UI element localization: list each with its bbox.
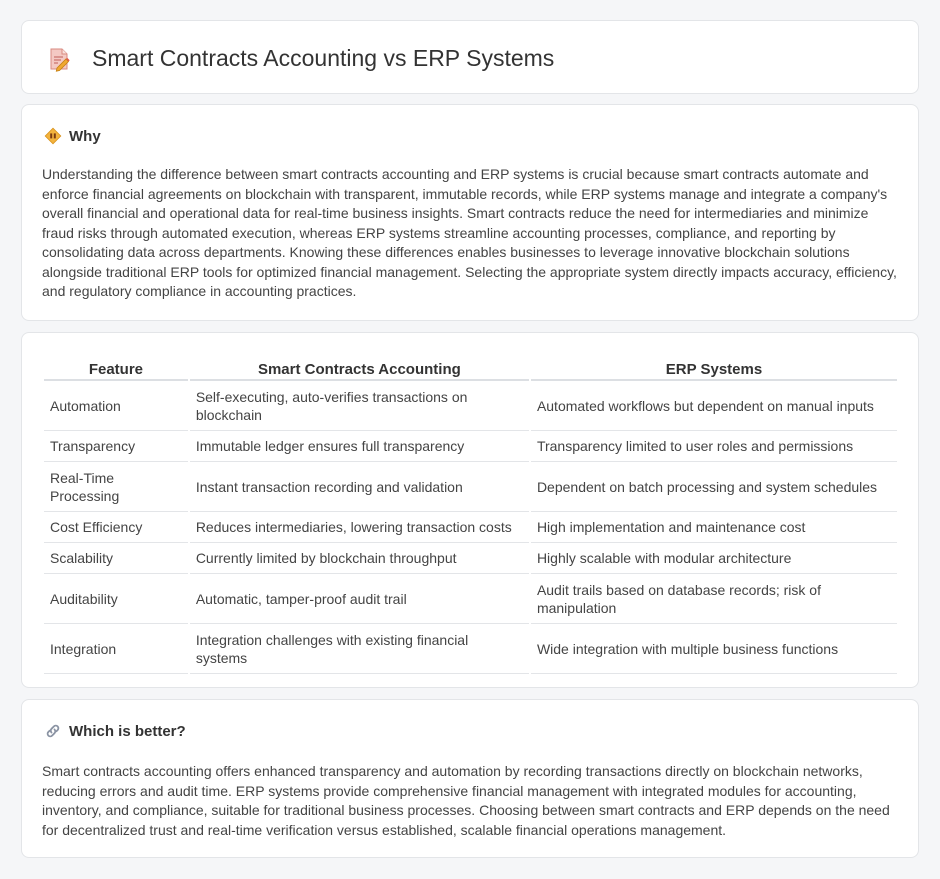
why-heading — [44, 127, 101, 145]
table-row — [44, 512, 897, 543]
header-erp: ERP Systems — [531, 353, 897, 381]
comparison-table — [42, 353, 899, 674]
why-title: Why — [69, 127, 101, 145]
erp-cell: Audit trails based on database records; risk of manipulation — [531, 574, 897, 624]
table-row — [44, 624, 897, 674]
better-body: Smart contracts accounting offers enhanced transparency and automation by recording transactions directly on blockchain networks, reducing errors and audit time. ERP systems provide comprehensive financial management with integrated modules for accounting, inventory, and compliance, suitable for traditional business processes. Choosing between smart contracts and ERP depends on the need for decentralized trust and real-time verification versus established, scalable financial operations management. — [42, 763, 890, 838]
erp-cell: Highly scalable with modular architecture — [531, 543, 897, 574]
table-row — [44, 381, 897, 431]
smart-contracts-cell: Self-executing, auto-verifies transactions on blockchain — [190, 381, 529, 431]
smart-contracts-cell: Instant transaction recording and validation — [190, 462, 529, 512]
why-body: Understanding the difference between smart contracts accounting and ERP systems is crucial because smart contracts automate and enforce financial agreements on blockchain with transparent, immutable records, while ERP systems manage and integrate a company's overall financial and operational data for real-time business insights. Smart contracts reduce the need for intermediaries and minimize fraud risks through automated execution, whereas ERP systems streamline accounting processes, compliance, and reporting by consolidating data across departments. Knowing these differences enables businesses to leverage innovative blockchain solutions alongside traditional ERP tools for optimized financial management. Selecting the appropriate system directly impacts accuracy, efficiency, and regulatory compliance in accounting practices. — [42, 166, 897, 299]
erp-cell: High implementation and maintenance cost — [531, 512, 897, 543]
feature-cell: Cost Efficiency — [44, 512, 188, 543]
feature-cell: Scalability — [44, 543, 188, 574]
smart-contracts-cell: Currently limited by blockchain throughput — [190, 543, 529, 574]
diamond-warning-icon — [44, 127, 62, 145]
table-header-row — [44, 353, 897, 381]
smart-contracts-cell: Immutable ledger ensures full transparency — [190, 431, 529, 462]
header-card — [21, 20, 919, 94]
feature-cell: Transparency — [44, 431, 188, 462]
erp-cell: Automated workflows but dependent on manual inputs — [531, 381, 897, 431]
which-better-card — [21, 699, 919, 858]
link-icon — [44, 722, 62, 740]
erp-cell: Transparency limited to user roles and permissions — [531, 431, 897, 462]
erp-cell: Wide integration with multiple business functions — [531, 624, 897, 674]
smart-contracts-cell: Reduces intermediaries, lowering transaction costs — [190, 512, 529, 543]
header — [46, 45, 554, 72]
feature-cell: Auditability — [44, 574, 188, 624]
document-edit-icon — [46, 46, 72, 72]
why-card — [21, 104, 919, 321]
better-heading — [44, 722, 186, 740]
comparison-card — [21, 332, 919, 688]
header-smart-contracts: Smart Contracts Accounting — [190, 353, 529, 381]
feature-cell: Real-Time Processing — [44, 462, 188, 512]
table-row — [44, 462, 897, 512]
page-title: Smart Contracts Accounting vs ERP Systems — [92, 45, 555, 71]
header-feature: Feature — [44, 353, 188, 381]
table-row — [44, 543, 897, 574]
erp-cell: Dependent on batch processing and system schedules — [531, 462, 897, 512]
better-title: Which is better? — [69, 722, 186, 740]
feature-cell: Integration — [44, 624, 188, 674]
smart-contracts-cell: Automatic, tamper-proof audit trail — [190, 574, 529, 624]
table-row — [44, 574, 897, 624]
feature-cell: Automation — [44, 381, 188, 431]
smart-contracts-cell: Integration challenges with existing financial systems — [190, 624, 529, 674]
table-row — [44, 431, 897, 462]
